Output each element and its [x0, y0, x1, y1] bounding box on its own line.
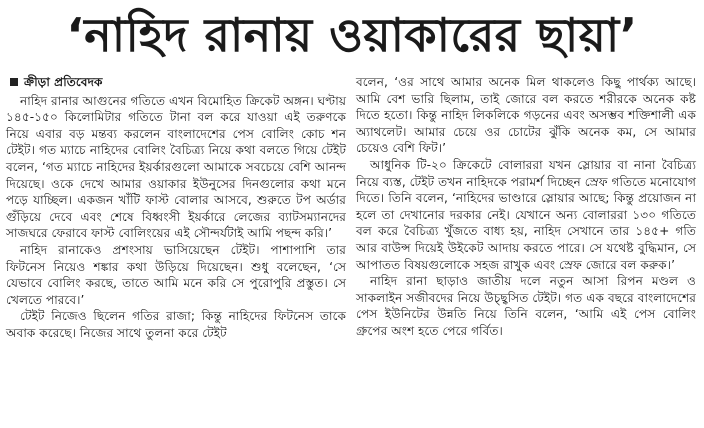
byline-text: ক্রীড়া প্রতিবেদক [24, 75, 103, 89]
article-column-left [6, 74, 346, 342]
paragraph: নাহিদ রানাকেও প্রশংসায় ভাসিয়েছেন টেইট। পাশাপাশি তার ফিটনেস নিয়েও শঙ্কার কথা উড়িয়ে দিয়েছেন। শুধু বলেছেন, ‘সে যেভাবে বোলিং করছে, তাতে আমি মনে করি সে পুরোপুরি প্রস্তুত। সে খেলতে পারবে।’ [6, 242, 346, 307]
paragraph: আধুনিক টি-২০ ক্রিকেটে বোলাররা যখন স্লোয়ার বা নানা বৈচিত্র্য নিয়ে ব্যস্ত, টেইট তখন নাহিদকে পরামর্শ দিচ্ছেন স্রেফ গতিতে মনোযোগ দিতে। তিনি বলেন, ‘নাহিদের ভাণ্ডারে স্লোয়ার আছে; কিন্তু প্রয়োজন না হলে তা দেখানোর দরকার নেই। যেখানে অন্য বোলাররা ১৩০ গতিতে বল করে বৈচিত্র্য খুঁজতে বাধ্য হয়, নাহিদ সেখানে তার ১৪৫+ গতি আর বাউন্স দিয়েই উইকেট আদায় করতে পারে। সে যথেষ্ট বুদ্ধিমান, সে আপাতত বিষয়গুলোকে সহজ রাখুক এবং স্রেফ জোরে বল করুক।’ [356, 157, 696, 272]
byline [6, 74, 346, 91]
paragraph: নাহিদ রানা ছাড়াও জাতীয় দলে নতুন আসা রিপন মণ্ডল ও সাকলাইন সজীবদের নিয়ে উচ্ছ্বসিত টেইট। গত এক বছরে বাংলাদেশের পেস ইউনিটের উন্নতি নিয়ে তিনি বলেন, ‘আমি এই পেস বোলিং গ্রুপের অংশ হতে পেরে গর্বিত। [356, 274, 696, 338]
paragraph: নাহিদ রানার আগুনের গতিতে এখন বিমোহিত ক্রিকেট অঙ্গন। ঘণ্টায় ১৪৫-১৫০ কিলোমিটার গতিতে টানা বল করে যাওয়া এই তরুণকে নিয়ে এবার বড় মন্তব্য করলেন বাংলাদেশের পেস বোলিং কোচ শন টেইট। গত ম্যাচে নাহিদের বোলিং বৈচিত্র্য নিয়ে কথা বলতে গিয়ে টেইট বলেন, ‘গত ম্যাচে নাহিদের ইয়র্কারগুলো আমাকে সবচেয়ে বেশি আনন্দ দিয়েছে। ওকে দেখে আমার ওয়াকার ইউনুসের দিনগুলোর কথা মনে পড়ে যাচ্ছিল। একজন খাঁটি ফাস্ট বোলার আসবে, শুরুতে টপ অর্ডার গুঁড়িয়ে দেবে এবং শেষে বিধ্বংসী ইয়র্কারে লেজের ব্যাটসম্যানদের সাজঘরে ফেরাবে ফাস্ট বোলিংয়ের এই সৌন্দর্যটাই আমি পছন্দ করি।’ [6, 93, 346, 241]
bullet-square-icon [10, 78, 18, 86]
paragraph: টেইট নিজেও ছিলেন গতির রাজা; কিন্তু নাহিদের ফিটনেস তাকে অবাক করেছে। নিজের সাথে তুলনা করে টেইট [6, 309, 346, 340]
headline: ‘নাহিদ রানায় ওয়াকারের ছায়া’ [66, 8, 638, 62]
paragraph: বলেন, ‘ওর সাথে আমার অনেক মিল থাকলেও কিছু পার্থক্য আছে। আমি বেশ ভারি ছিলাম, তাই জোরে বল করতে শরীরকে অনেক কষ্ট দিতে হতো। কিন্তু নাহিদ লিকলিকে গড়নের এবং অসম্ভব শক্তিশালী এক অ্যাথলেট। আমার চেয়ে ওর চোটের ঝুঁকি অনেক কম, সে আমার চেয়েও বেশি ফিট।’ [356, 75, 696, 156]
article-column-right [356, 74, 696, 340]
